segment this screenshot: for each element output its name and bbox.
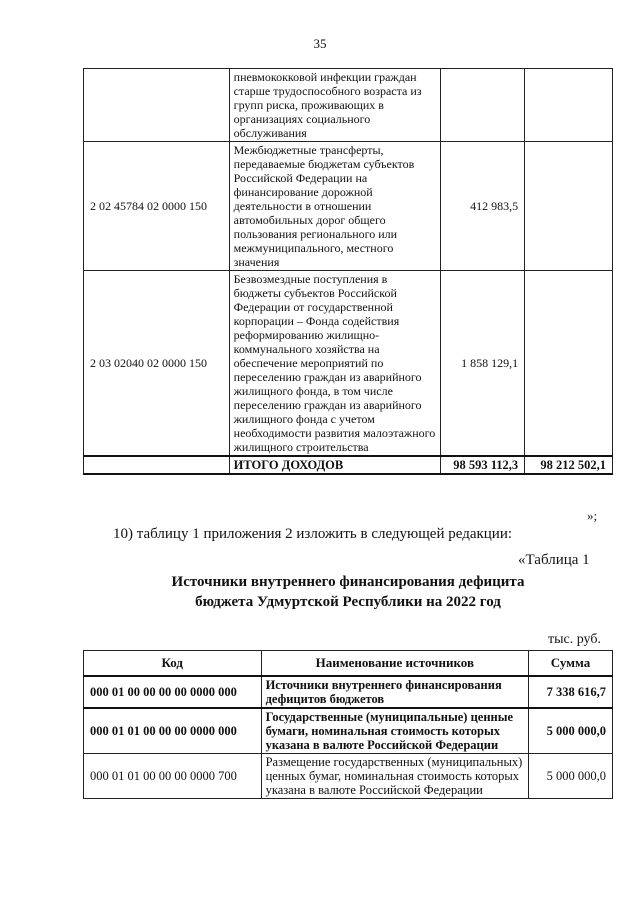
row-name: Безвозмездные поступления в бюджеты субъектов Российской Федерации от государственной корпорации – Фонда содействия реформированию жилищно-коммунального хозяйства на обеспечение мероприятий по переселению граждан из аварийного жилищного фонда, в том числе переселению граждан из аварийного жилищного фонда с учетом необходимости развития малоэтажного жилищного строительства: [229, 271, 441, 457]
table-row: [84, 676, 613, 708]
units-label: тыс. руб.: [548, 632, 601, 647]
table-row: [84, 69, 613, 142]
row-name: пневмококковой инфекции граждан старше трудоспособного возраста из групп риска, проживающих в организациях социального обслуживания: [229, 69, 441, 142]
revenue-table: [83, 68, 613, 475]
row-code: 000 01 01 00 00 00 0000 700: [84, 754, 262, 799]
row-code: 000 01 01 00 00 00 0000 000: [84, 708, 262, 754]
closing-quote: »;: [587, 508, 598, 523]
table-label: «Таблица 1: [518, 552, 590, 568]
row-sum-2022: [441, 69, 525, 142]
row-name: Государственные (муниципальные) ценные бумаги, номинальная стоимость которых указана в валюте Российской Федерации: [261, 708, 529, 754]
page-number: 35: [313, 36, 327, 51]
total-label: ИТОГО ДОХОДОВ: [229, 456, 441, 474]
table-row: [84, 271, 613, 457]
header-sum: Сумма: [529, 651, 613, 677]
header-code: Код: [84, 651, 262, 677]
row-name: Размещение государственных (муниципальных) ценных бумаг, номинальная стоимость которых указана в валюте Российской Федерации: [261, 754, 529, 799]
table-row: [84, 754, 613, 799]
total-sum-2: 98 212 502,1: [525, 456, 613, 474]
total-sum-1: 98 593 112,3: [441, 456, 525, 474]
row-code: [84, 69, 230, 142]
financing-sources-table: [83, 650, 613, 799]
row-sum: 5 000 000,0: [529, 708, 613, 754]
table-row: [84, 708, 613, 754]
row-sum-2: [525, 142, 613, 271]
row-name: Межбюджетные трансферты, передаваемые бюджетам субъектов Российской Федерации на финансирование дорожной деятельности в отношении автомобильных дорог общего пользования регионального или межмуниципального, местного значения: [229, 142, 441, 271]
row-code: 2 02 45784 02 0000 150: [84, 142, 230, 271]
row-sum: 5 000 000,0: [529, 754, 613, 799]
header-name: Наименование источников: [261, 651, 529, 677]
section-title-line-2: бюджета Удмуртской Республики на 2022 год: [195, 594, 501, 610]
row-sum-2022: 1 858 129,1: [441, 271, 525, 457]
section-title: [83, 572, 613, 612]
row-sum: 7 338 616,7: [529, 676, 613, 708]
table-header-row: [84, 651, 613, 677]
row-code: 2 03 02040 02 0000 150: [84, 271, 230, 457]
total-code: [84, 456, 230, 474]
row-sum-2: [525, 69, 613, 142]
section-title-line-1: Источники внутреннего финансирования дефицита: [171, 574, 525, 590]
row-sum-2: [525, 271, 613, 457]
row-code: 000 01 00 00 00 00 0000 000: [84, 676, 262, 708]
total-row: [84, 456, 613, 474]
table-row: [84, 142, 613, 271]
row-sum-2022: 412 983,5: [441, 142, 525, 271]
row-name: Источники внутреннего финансирования дефицитов бюджетов: [261, 676, 529, 708]
instruction-text: 10) таблицу 1 приложения 2 изложить в следующей редакции:: [113, 526, 513, 542]
